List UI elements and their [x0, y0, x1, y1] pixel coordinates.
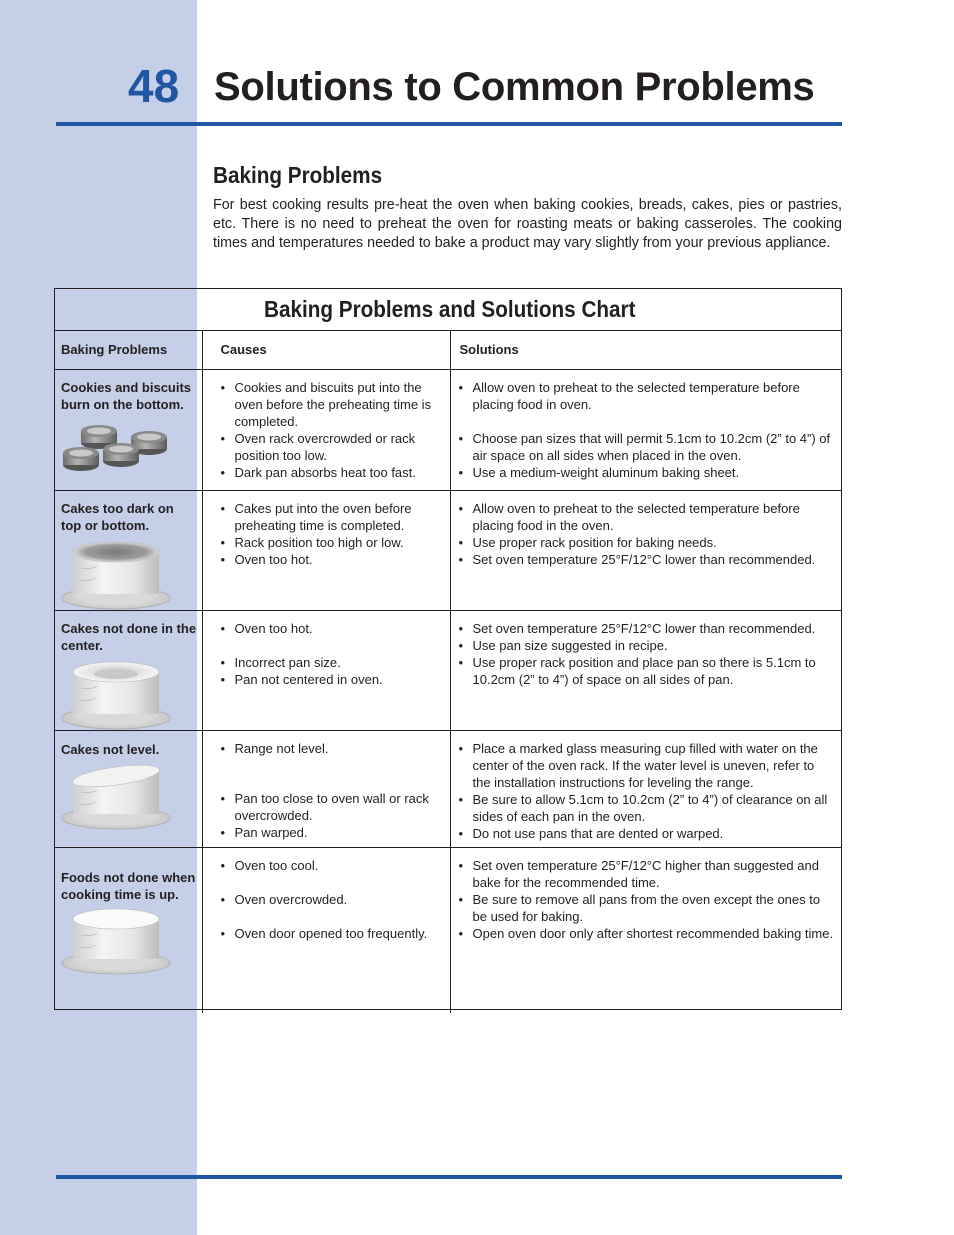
solution-item: • Open oven door only after shortest recommended baking time.	[459, 925, 836, 942]
solutions-cell	[450, 611, 841, 731]
solution-item: • Set oven temperature 25°F/12°C lower than recommended.	[459, 551, 836, 568]
causes-cell	[202, 611, 450, 731]
header-rule	[56, 122, 842, 126]
solutions-cell	[450, 491, 841, 611]
table-row	[55, 731, 841, 848]
problem-cell	[55, 611, 202, 731]
cause-item: • Oven too cool.	[221, 857, 444, 874]
column-header-solutions: Solutions	[450, 330, 841, 370]
solution-item: • Use proper rack position and place pan so there is 5.1cm to 10.2cm (2” to 4”) of space on all sides of pan.	[459, 654, 836, 688]
cause-item: • Cookies and biscuits put into the oven before the preheating time is completed.	[221, 379, 444, 430]
causes-cell	[202, 370, 450, 491]
cake-tilted-icon	[61, 762, 171, 830]
problems-chart	[54, 288, 842, 1010]
cake-dark-top-icon	[61, 538, 171, 610]
cause-item: • Pan not centered in oven.	[221, 671, 444, 688]
problem-label: Cakes not level.	[61, 742, 160, 757]
solution-item: • Use a medium-weight aluminum baking sheet.	[459, 464, 836, 481]
solution-item: • Place a marked glass measuring cup filled with water on the center of the oven rack. If the water level is uneven, refer to the installation instructions for leveling the range.	[459, 740, 836, 791]
problem-cell	[55, 491, 202, 611]
cause-item: • Cakes put into the oven before preheating time is completed.	[221, 500, 444, 534]
cause-item: • Oven door opened too frequently.	[221, 925, 444, 942]
cake-underdone-icon	[61, 907, 171, 975]
solutions-cell	[450, 731, 841, 848]
table-row	[55, 611, 841, 731]
solution-item: • Be sure to remove all pans from the oven except the ones to be used for baking.	[459, 891, 836, 925]
solution-item: • Be sure to allow 5.1cm to 10.2cm (2” to 4”) of clearance on all sides of each pan in the oven.	[459, 791, 836, 825]
footer-rule	[56, 1175, 842, 1179]
cookies-pans-icon	[61, 417, 173, 477]
column-header-causes: Causes	[202, 330, 450, 370]
solution-item: • Choose pan sizes that will permit 5.1cm to 10.2cm (2” to 4”) of air space on all sides when placed in the oven.	[459, 430, 836, 464]
cause-item: • Oven too hot.	[221, 551, 444, 568]
causes-cell	[202, 848, 450, 1013]
problem-label: Foods not done when cooking time is up.	[61, 870, 196, 902]
intro-paragraph: For best cooking results pre-heat the oven when baking cookies, breads, cakes, pies or pastries, etc. There is no need to preheat the oven for roasting meats or baking casseroles. The cooking times and temperatures needed to bake a product may vary slightly from your previous appliance.	[213, 197, 842, 251]
page-title: Solutions to Common Problems	[214, 65, 815, 109]
cause-item: • Oven overcrowded.	[221, 891, 444, 908]
chart-title-bar	[55, 289, 841, 331]
solution-item: • Allow oven to preheat to the selected temperature before placing food in the oven.	[459, 500, 836, 534]
section-heading: Baking Problems	[213, 162, 383, 188]
cause-item: • Dark pan absorbs heat too fast.	[221, 464, 444, 481]
problem-cell	[55, 731, 202, 848]
problem-cell	[55, 370, 202, 491]
column-header-problems: Baking Problems	[55, 330, 202, 370]
solution-item: • Use proper rack position for baking needs.	[459, 534, 836, 551]
problem-label: Cakes not done in the center.	[61, 621, 197, 653]
cake-sunken-center-icon	[61, 658, 171, 730]
cause-item: • Oven rack overcrowded or rack position too low.	[221, 430, 444, 464]
problem-cell	[55, 848, 202, 1013]
chart-title: Baking Problems and Solutions Chart	[264, 296, 636, 322]
solution-item: • Allow oven to preheat to the selected temperature before placing food in oven.	[459, 379, 836, 413]
table-row	[55, 848, 841, 1013]
cause-item: • Range not level.	[221, 740, 444, 757]
solution-item: • Set oven temperature 25°F/12°C lower than recommended.	[459, 620, 836, 637]
problems-table	[55, 330, 841, 1013]
causes-cell	[202, 731, 450, 848]
page-number: 48	[128, 60, 180, 112]
solutions-cell	[450, 370, 841, 491]
problem-label: Cookies and biscuits burn on the bottom.	[61, 380, 192, 412]
solutions-cell	[450, 848, 841, 1013]
solution-item: • Set oven temperature 25°F/12°C higher than suggested and bake for the recommended time.	[459, 857, 836, 891]
cause-item: • Pan warped.	[221, 824, 444, 841]
solution-item: • Do not use pans that are dented or warped.	[459, 825, 836, 842]
cause-item: • Pan too close to oven wall or rack overcrowded.	[221, 790, 444, 824]
causes-cell	[202, 491, 450, 611]
cause-item: • Rack position too high or low.	[221, 534, 444, 551]
problem-label: Cakes too dark on top or bottom.	[61, 501, 174, 533]
solution-item: • Use pan size suggested in recipe.	[459, 637, 836, 654]
table-row	[55, 491, 841, 611]
cause-item: • Oven too hot.	[221, 620, 444, 637]
table-row	[55, 370, 841, 491]
table-header-row	[55, 330, 841, 370]
cause-item: • Incorrect pan size.	[221, 654, 444, 671]
